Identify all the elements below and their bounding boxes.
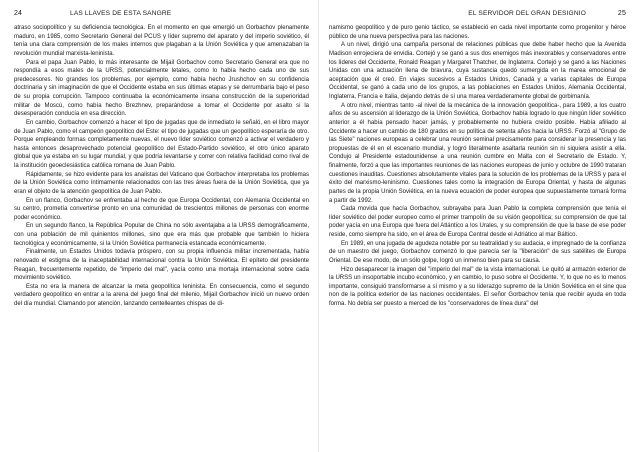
paragraph: En un flanco, Gorbachov se enfrentaba al hecho de que Europa Occidental, con Alemania Occidental en su centro, prometía convertirse pronto en una comunidad de trescientos millones de personas con enorme poder económico.: [14, 197, 309, 221]
right-page-header: [329, 8, 626, 22]
paragraph: A un nivel, dirigió una campaña personal de relaciones públicas que debe haber hecho que la Avenida Madison enrojeciera de envidia. Cortejó y se ganó a sus dos enemigos más inexorables y conservadores entre los líderes del Occidente, Ronald Reagan y Margaret Thatcher, de Inglaterra. Cortejó y se ganó a las Naciones Unidas con una actuación llena de bravura, cuya sustancia quedó sumergida en la marea emocional de aceptación que él creó. En viajes sucesivos a Estados Unidos, Canadá y a varias capitales de Europa Occidental, se ganó a cada uno de los grupos, a las poblaciones en Estados Unidos, Alemania Occidental, Inglaterra, Francia e Italia, dejando detrás de sí una marea verdaderamente global de gorbimanía.: [329, 42, 626, 100]
paragraph: Cada movida que hacía Gorbachov, subrayaba para Juan Pablo la completa comprensión que tenía el líder soviético del poder europeo como el primer trampolín de su visión geopolítica; su comprensión de que tal poder yacía en una Europa que fuera del Atlántico a los Urales, y su comprensión de que la base de ese poder reside, como siempre ha sido, en el área de Europa Central desde el Adriático al mar Báltico.: [329, 206, 626, 238]
paragraph: En 1989, en una jugada de agudeza notable por su teatralidad y su audacia, e impregnado de la confianza de un maestro del juego, Gorbachov comenzó lo que parecía ser la "liberación" de sus satélites de Europa Oriental. De ese modo, de un sólo golpe, logró un inmenso bien para su causa.: [329, 240, 626, 264]
paragraph: En cambio, Gorbachov comenzó a hacer el tipo de jugadas que de inmediato le señaló, en el libro mayor de Juan Pablo, como el campeón geopolítico del Este: el tipo de jugadas que un geopolítico esperaría de otro. Porque empleando formas completamente nuevas, el nuevo líder soviético comenzó a activar el verdadero y hasta entonces desaprovechado potencial geopolítico del Estado-Partido soviético, el otro único aparato global que ya estaba en su lugar mundial, y que podría levantarse y correr con relativa facilidad como rival de la institución geoeclesiástica católica romana de Juan Pablo.: [14, 119, 309, 169]
left-page-body: [14, 24, 309, 309]
paragraph: Finalmente, un Estados Unidos todavía próspero, con su propia influencia militar incrementada, había renovado el estigma de la inaceptabilidad internacional contra la Unión Soviética. El epíteto del presidente Reagan, frecuentemente repetido, de "imperio del mal", yacía como una mortaja internacional sobre cada movimiento soviético.: [14, 249, 309, 282]
right-page: [319, 0, 638, 452]
left-running-head: LAS LLAVES DE ESTA SANGRE: [70, 10, 172, 17]
left-page-number: 24: [14, 10, 23, 17]
left-page-header: [14, 8, 309, 22]
paragraph: atraso sociopolítico y su deficiencia tecnológica. En el momento en que emergió un Gorbachov plenamente maduro, en 1985, como Secretario General del PCUS y líder supremo del aparato y del imperio soviético, él tenía una clara comprensión de los males internos que plagaban a la Unión Soviética y que amenazaban la revolución mundial marxista-leninista.: [14, 25, 309, 57]
right-running-head: EL SERVIDOR DEL GRAN DESIGNIO: [468, 10, 586, 17]
paragraph: En un segundo flanco, la República Popular de China no sólo aventajaba a la URSS demográficamente, con una población de mil quinientos millones, sino que era más que probable que también lo hiciera tecnológica y económicamente, si la Unión Soviética permanecía estancada económicamente.: [14, 223, 309, 247]
paragraph: A otro nivel, mientras tanto -al nivel de la mecánica de la innovación geopolítica-, para 1989, a los cuatro años de su ascensión al liderazgo de la Unión Soviética, Gorbachov había logrado lo que ningún líder soviético anterior a él había pensado hacer jamás, y probablemente no hubiera creído posible. Había afiliado al Occidente a hacer un cambio de 180 grados en su política de setenta años hacia la URSS. Forzó al "Grupo de las Siete" naciones europeas a celebrar una reunión seminal precisamente para considerar la presencia y las propuestas de él en el escenario mundial, y logró literalmente asaltarla reunión sin ni siquiera asistir a ella. Condujo al Presidente estadounidense a una reunión cumbre en Malta con el Secretario de Estado. Y, finalmente, forzó a que las importantes reuniones de las naciones europeas de junio y octubre de 1990 trataran cuestiones inauditas. Cuestiones absolutamente vitales para la solución de los problemas de la URSS y para el éxito del marxismo-leninismo. Cuestiones tales como la integración de Europa Oriental, y hasta de algunas partes de la propia Unión Soviética, en la nueva ecuación de poder europea que supuestamente tomará forma a partir de 1992.: [329, 102, 626, 204]
paragraph: Rápidamente, se hizo evidente para los analistas del Vaticano que Gorbachov interpretaba los problemas de la Unión Soviética como íntimamente relacionados con las tres áreas fuera de la Unión Soviética, que ya eran el objeto de la atención geopolítica de Juan Pablo.: [14, 171, 309, 195]
paragraph: Para el papa Juan Pablo, lo más interesante de Mijail Gorbachov como Secretario General era que no respondía a esos males de la URSS, potencialmente letales, como lo había hecho cada uno de sus predecesores. No grandes los problemas, por ejemplo, como había hecho Jrushchov en su confidencia doctrinaria y sin imaginación de que el Occidente estaba en sus últimas etapas y se derrumbaría bajo el peso de su propia corrupción. Tampoco continuaba la económicamente insana construcción de la superioridad militar de Moscú, como había hecho Brezhnev, preparándose a tomar el Occidente por asalto si la desesperación conducía en esa dirección.: [14, 59, 309, 118]
paragraph: Esta no era la manera de alcanzar la meta geopolítica leninista. En consecuencia, como el segundo verdadero geopolítico en entrar a la arena del juego final del milenio, Mijail Gorbachov inició un nuevo orden del día mundial. Clamando por atención, lanzando centelleantes chispas de di-: [14, 283, 309, 307]
right-page-body: [329, 24, 626, 309]
paragraph: Hizo desaparecer la imagen del "imperio del mal" de la vista internacional. Le quitó al armazón exterior de la URSS un insoportable incubo económico, y en cambio, lo puso sobre el Occidente. Y, lo que no es lo menos importante, consiguió transformarse a sí mismo y a su liderazgo supremo de la Unión Soviética en el sine qua non de la política exterior de las naciones occidentales. El señor Gorbachov tenía que recibir ayuda en toda forma. No debía ser puesto a merced de los "conservadores de línea dura" del: [329, 266, 626, 307]
right-page-number: 25: [617, 10, 626, 17]
paragraph: namismo geopolítico y de puro genio táctico, se estableció en cada nivel importante como progenitor y héroe público de una nueva perspectiva para las naciones.: [329, 25, 626, 40]
